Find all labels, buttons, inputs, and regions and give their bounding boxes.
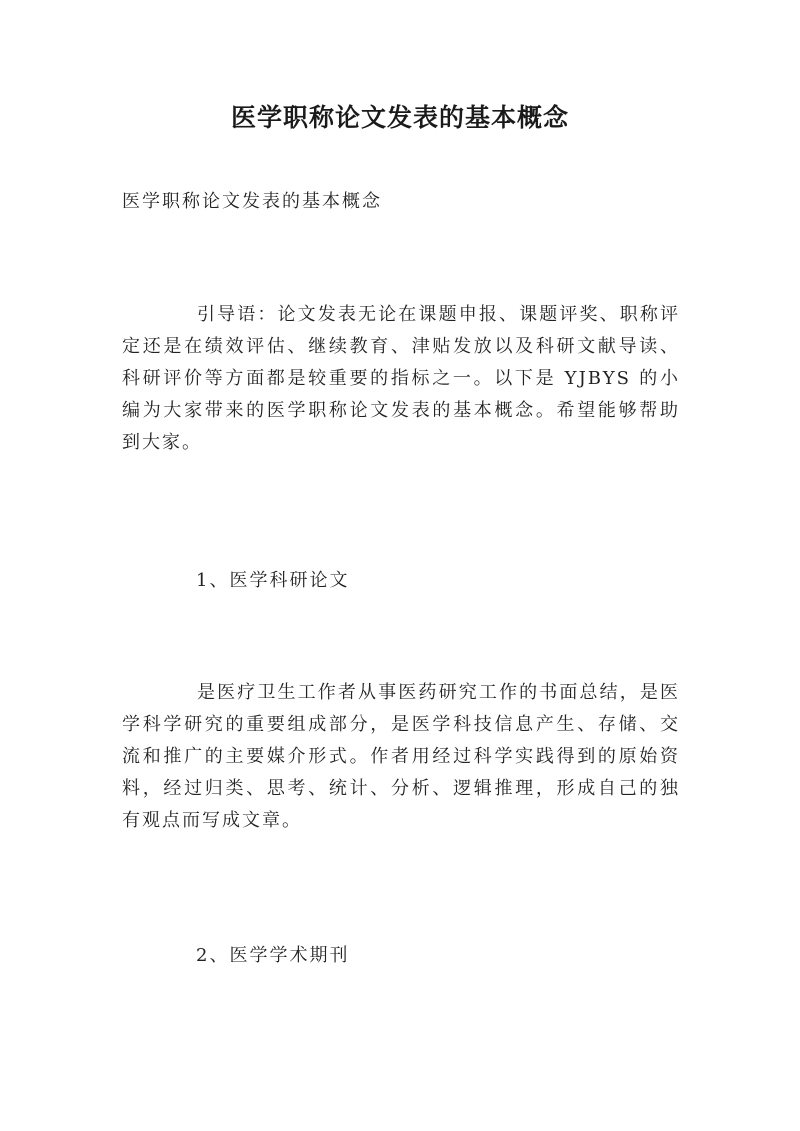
section-1-paragraph: 是医疗卫生工作者从事医药研究工作的书面总结，是医学科学研究的重要组成部分，是医学科技信息产生、存储、交流和推广的主要媒介形式。作者用经过科学实践得到的原始资料，经过归类、思考、统计、分析、逻辑推理，形成自己的独有观点而写成文章。 [122,682,680,831]
section-2-heading: 2、医学学术期刊 [196,945,350,966]
section-1-heading: 1、医学科研论文 [196,570,350,591]
document-title: 医学职称论文发表的基本概念 [230,103,569,132]
intro-paragraph: 引导语：论文发表无论在课题申报、课题评奖、职称评定还是在绩效评估、继续教育、津贴发放以及科研文献导读、科研评价等方面都是较重要的指标之一。以下是 YJBYS 的小编为大家带来的医学职称论文发表的基本概念。希望能够帮助到大家。 [122,304,680,453]
document-subtitle: 医学职称论文发表的基本概念 [122,191,382,212]
